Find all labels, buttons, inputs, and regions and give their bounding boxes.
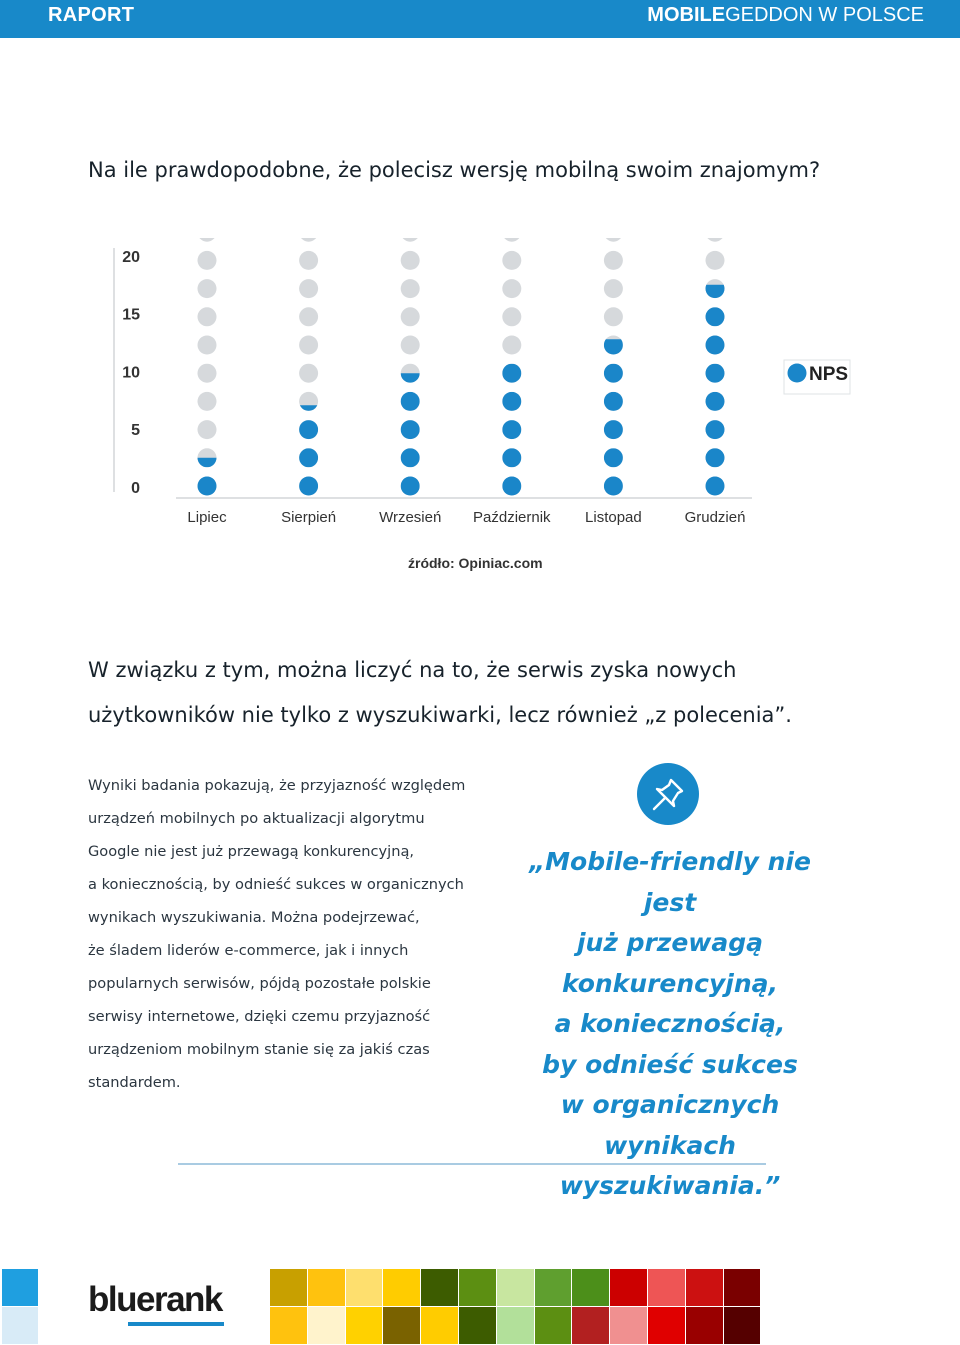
quote-line: w organicznych wynikach [560, 1090, 780, 1160]
chart-dot-filled [604, 420, 623, 439]
chart-dot [198, 336, 217, 355]
chart-source: źródło: Opiniac.com [408, 555, 543, 571]
quote-line: a koniecznością, [554, 1009, 786, 1038]
bluerank-logo: bluerank [88, 1280, 222, 1319]
footer-color-tile [2, 1307, 38, 1344]
footer-color-tile [383, 1269, 420, 1306]
chart-dot-filled [502, 420, 521, 439]
footer-color-tile [421, 1269, 458, 1306]
footer-color-tile [346, 1307, 383, 1344]
chart-dot-filled [502, 392, 521, 411]
chart-dot-filled [401, 420, 420, 439]
footer-color-tile [724, 1307, 761, 1344]
footer-color-tile [686, 1269, 723, 1306]
chart-dot-filled [502, 477, 521, 496]
chart-dot-filled [401, 448, 420, 467]
top-banner [0, 0, 960, 38]
body-line: że śladem liderów e-commerce, jak i innych [88, 942, 409, 959]
chart-dot [198, 279, 217, 298]
chart-dot [198, 238, 217, 242]
footer-color-tile [497, 1307, 534, 1344]
x-tick-label: Lipiec [187, 509, 227, 526]
chart-dot-filled [604, 477, 623, 496]
footer-color-tile [346, 1269, 383, 1306]
chart-dot [502, 238, 521, 242]
footer-color-tile [459, 1307, 496, 1344]
footer-color-tile [610, 1269, 647, 1306]
section-divider [178, 1163, 766, 1165]
chart-dot-filled [299, 420, 318, 439]
report-title [647, 4, 924, 27]
chart-dot [502, 251, 521, 270]
chart-dot [198, 420, 217, 439]
footer-color-tile [686, 1307, 723, 1344]
y-tick-label: 20 [122, 248, 140, 266]
pull-quote [500, 842, 840, 1207]
nps-chart [100, 238, 860, 533]
report-label: RAPORT [48, 4, 135, 26]
quote-line: już przewagą [576, 928, 764, 957]
chart-dot-filled [706, 392, 725, 411]
footer-color-tile [270, 1269, 307, 1306]
x-tick-label: Październik [473, 509, 551, 526]
chart-dot [604, 279, 623, 298]
quote-line: konkurencyjną, [561, 968, 779, 998]
chart-dot [401, 307, 420, 326]
footer-color-tile [497, 1269, 534, 1306]
footer-color-tile [270, 1307, 307, 1344]
footer-color-tile [535, 1269, 572, 1306]
chart-dot-filled [604, 448, 623, 467]
body-paragraph [88, 769, 488, 1099]
logo-underline [128, 1322, 224, 1326]
footer-color-tile [648, 1269, 685, 1306]
chart-dot [198, 307, 217, 326]
chart-dot-filled [706, 448, 725, 467]
chart-dot [299, 336, 318, 355]
footer-color-tile [724, 1269, 761, 1306]
chart-dot [198, 364, 217, 383]
chart-dot [706, 251, 725, 270]
body-line: Wyniki badania pokazują, że przyjazność względem [88, 777, 466, 794]
chart-dot [299, 251, 318, 270]
x-tick-label: Grudzień [684, 509, 746, 526]
chart-dot [299, 279, 318, 298]
chart-dot [502, 279, 521, 298]
legend-label: NPS [809, 364, 849, 385]
quote-line: wyszukiwania.” [559, 1171, 781, 1200]
chart-dot-filled [502, 364, 521, 383]
footer-color-tile [459, 1269, 496, 1306]
chart-dot [299, 364, 318, 383]
footer-color-tile [383, 1307, 420, 1344]
chart-dot [604, 238, 623, 242]
body-line: standardem. [88, 1074, 181, 1091]
chart-dot-filled [706, 477, 725, 496]
footer-color-tile [308, 1269, 345, 1306]
x-tick-label: Sierpień [281, 509, 337, 526]
footer-color-tile [648, 1307, 685, 1344]
chart-dot-filled [604, 364, 623, 383]
lead-line: użytkowników nie tylko z wyszukiwarki, lecz również „z polecenia”. [88, 703, 792, 727]
body-line: urządzeń mobilnych po aktualizacji algorytmu [88, 810, 425, 827]
chart-dot [401, 336, 420, 355]
footer-color-tile [2, 1269, 38, 1306]
y-tick-label: 0 [131, 480, 140, 497]
footer-color-tile [610, 1307, 647, 1344]
chart-dot [401, 279, 420, 298]
quote-line: „Mobile-friendly nie jest [529, 847, 811, 917]
body-line: a koniecznością, by odnieść sukces w organicznych [88, 876, 464, 893]
chart-dot [604, 307, 623, 326]
chart-dot [604, 251, 623, 270]
body-line: urządzeniom mobilnym stanie się za jakiś czas [88, 1041, 430, 1058]
chart-dot-filled [706, 420, 725, 439]
chart-dot [401, 251, 420, 270]
body-line: Google nie jest już przewagą konkurencyjną, [88, 843, 415, 860]
chart-dot-filled [706, 364, 725, 383]
chart-dot-filled [706, 307, 725, 326]
chart-dot-filled [502, 448, 521, 467]
pushpin-icon [637, 763, 699, 825]
footer-color-tile [308, 1307, 345, 1344]
footer-color-tile [572, 1307, 609, 1344]
chart-dot-filled [299, 448, 318, 467]
y-tick-label: 5 [131, 422, 140, 440]
chart-dot [401, 238, 420, 242]
chart-dot-filled [706, 336, 725, 355]
report-title-regular: GEDDON W POLSCE [725, 4, 924, 26]
chart-dot [299, 307, 318, 326]
chart-dot [198, 392, 217, 411]
footer-color-tile [535, 1307, 572, 1344]
chart-dot-filled [401, 392, 420, 411]
report-title-bold: MOBILE [647, 4, 726, 26]
lead-paragraph [88, 648, 848, 738]
footer-color-tile [572, 1269, 609, 1306]
chart-dot-filled [299, 477, 318, 496]
x-tick-label: Wrzesień [379, 509, 442, 526]
y-tick-label: 15 [122, 306, 140, 324]
quote-line: by odnieść sukces [542, 1049, 798, 1079]
chart-dot [706, 238, 725, 242]
chart-dot [502, 336, 521, 355]
legend-marker [788, 364, 807, 383]
chart-dot [502, 307, 521, 326]
body-line: popularnych serwisów, pójdą pozostałe polskie [88, 975, 431, 992]
chart-dot [198, 251, 217, 270]
chart-dot-filled [604, 392, 623, 411]
body-line: serwisy internetowe, dzięki czemu przyjazność [88, 1008, 431, 1025]
lead-line: W związku z tym, można liczyć na to, że serwis zyska nowych [88, 658, 737, 682]
chart-dot-filled [198, 477, 217, 496]
chart-question: Na ile prawdopodobne, że polecisz wersję mobilną swoim znajomym? [88, 158, 821, 182]
y-tick-label: 10 [122, 364, 140, 382]
chart-dot [299, 238, 318, 242]
chart-dot-filled [401, 477, 420, 496]
footer-color-tile [421, 1307, 458, 1344]
x-tick-label: Listopad [585, 509, 642, 526]
body-line: wynikach wyszukiwania. Można podejrzewać, [88, 909, 420, 926]
